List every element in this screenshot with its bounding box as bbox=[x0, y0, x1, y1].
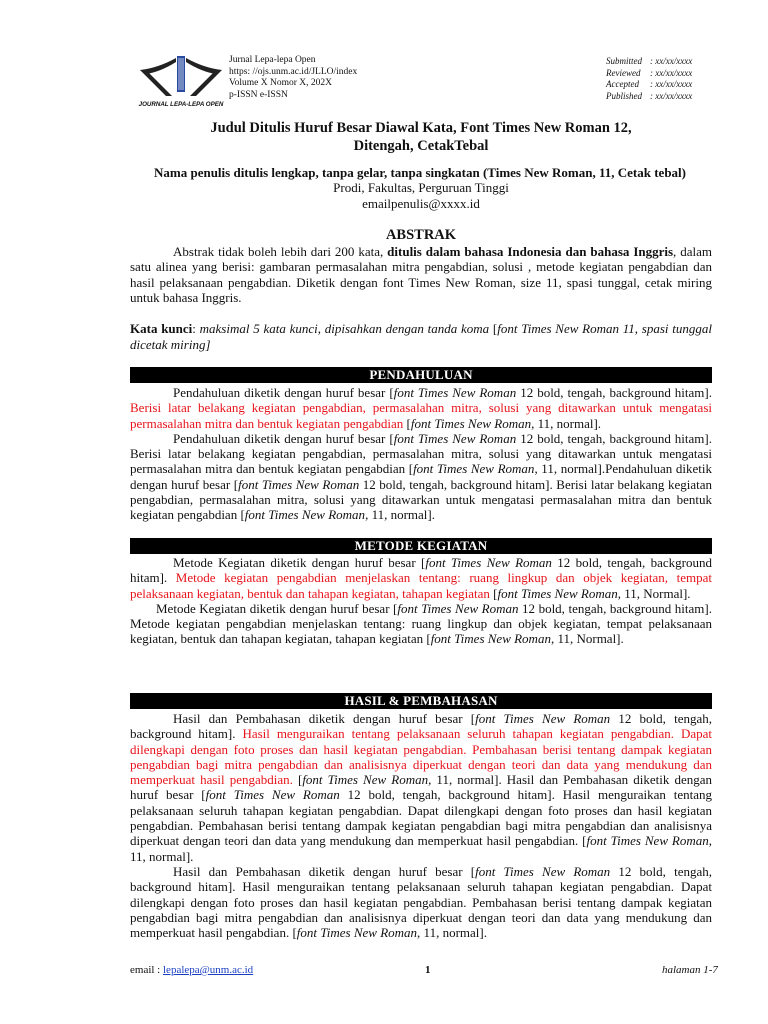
submitted-label: Submitted bbox=[606, 56, 642, 66]
abstract-text: , dalam satu alinea yang berisi: gambaran permasalahan mitra pengabdian, solusi , metode kegiatan pengabdian dan hasil pelaksanaan pengabdian. Diketik dengan font Times New Roman, size 11, spasi tunggal, cetak miring untuk bahasa Inggris. bbox=[130, 244, 712, 305]
paper-title bbox=[130, 119, 712, 155]
journal-info bbox=[229, 55, 357, 101]
journal-url: https: //ojs.unm.ac.id/JLLO/index bbox=[229, 66, 358, 77]
paragraph: Hasil dan Pembahasan diketik dengan huruf besar [font Times New Roman 12 bold, tengah, background hitam]. Hasil menguraikan tentang pelaksanaan seluruh tahapan kegiatan pengabdian. Dapat dilengkapi dengan foto proses dan hasil kegiatan pengabdian. Pembahasan berisi tentang dampak kegiatan pengabdian bagi mitra pengabdian dan analisisnya diperkuat dengan teori dan data yang mendukung dan memperkuat hasil pengabdian. [font Times New Roman, 11, normal]. Hasil dan Pembahasan diketik dengan huruf besar [font Times New Roman 12 bold, tengah, background hitam]. Hasil menguraikan tentang pelaksanaan seluruh tahapan kegiatan pengabdian. Dapat dilengkapi dengan foto proses dan hasil kegiatan pengabdian. Pembahasan berisi tentang dampak kegiatan pengabdian bagi mitra pengabdian dan analisisnya diperkuat dengan teori dan data yang mendukung dan memperkuat hasil pengabdian. [font Times New Roman, 11, normal]. bbox=[130, 711, 712, 864]
section-heading-pendahuluan: PENDAHULUAN bbox=[130, 367, 712, 383]
author-name: Nama penulis ditulis lengkap, tanpa gelar, tanpa singkatan (Times New Roman, 11, Cetak tebal) bbox=[154, 165, 686, 180]
section-body-hasil bbox=[130, 711, 712, 940]
keywords-text: [ bbox=[489, 321, 498, 336]
keywords-text: : bbox=[192, 321, 200, 336]
reviewed-value: : xx/xx/xxxx bbox=[650, 67, 693, 78]
accepted-value: : xx/xx/xxxx bbox=[650, 79, 693, 89]
published-label: Published bbox=[606, 90, 642, 101]
title-line-2: Ditengah, CetakTebal bbox=[353, 138, 489, 154]
accepted-label: Accepted bbox=[606, 79, 639, 89]
abstract-text: Abstrak tidak boleh lebih dari 200 kata, bbox=[173, 244, 388, 259]
affiliation-block bbox=[130, 180, 712, 212]
page-number: 1 bbox=[425, 964, 431, 976]
keywords-label: Kata kunci bbox=[130, 321, 193, 336]
journal-issn: p-ISSN e-ISSN bbox=[229, 89, 288, 100]
abstract-bold: ditulis dalam bahasa Indonesia dan bahasa Inggris bbox=[387, 244, 674, 259]
footer-email-link[interactable]: lepalepa@unm.ac.id bbox=[163, 964, 254, 976]
affiliation: Prodi, Fakultas, Perguruan Tinggi bbox=[333, 180, 509, 195]
paragraph: Metode Kegiatan diketik dengan huruf besar [font Times New Roman 12 bold, tengah, background hitam]. Metode kegiatan pengabdian menjelaskan tentang: ruang lingkup dan objek kegiatan, tempat pelaksanaan kegiatan, bentuk dan tahapan kegiatan, tahapan kegiatan [font Times New Roman, 11, Normal]. bbox=[130, 555, 712, 601]
paragraph: Metode Kegiatan diketik dengan huruf besar [font Times New Roman 12 bold, tengah, background hitam]. Metode kegiatan pengabdian menjelaskan tentang: ruang lingkup dan objek kegiatan, tempat pelaksanaan kegiatan, bentuk dan tahapan kegiatan, tahapan kegiatan [font Times New Roman, 11, Normal]. bbox=[130, 600, 712, 647]
page-range: halaman 1-7 bbox=[662, 964, 718, 976]
section-body-pendahuluan bbox=[130, 385, 712, 523]
title-line-1: Judul Ditulis Huruf Besar Diawal Kata, Font Times New Roman 12, bbox=[210, 120, 632, 136]
paragraph: Hasil dan Pembahasan diketik dengan huruf besar [font Times New Roman 12 bold, tengah, background hitam]. Hasil menguraikan tentang pelaksanaan seluruh tahapan kegiatan pengabdian. Dapat dilengkapi dengan foto proses dan hasil kegiatan pengabdian. Pembahasan berisi tentang dampak kegiatan pengabdian bagi mitra pengabdian dan analisisnya diperkuat dengan teori dan data yang mendukung dan memperkuat hasil pengabdian. [font Times New Roman, 11, normal]. bbox=[130, 863, 712, 941]
section-body-metode bbox=[130, 555, 712, 647]
published-value: : xx/xx/xxxx bbox=[650, 90, 693, 101]
submission-dates bbox=[606, 56, 692, 102]
reviewed-label: Reviewed bbox=[606, 67, 641, 78]
author-email: emailpenulis@xxxx.id bbox=[362, 196, 480, 211]
journal-logo bbox=[136, 52, 226, 110]
paragraph: Pendahuluan diketik dengan huruf besar [font Times New Roman 12 bold, tengah, background hitam]. Berisi latar belakang kegiatan pengabdian, permasalahan mitra, solusi yang ditawarkan untuk mengatasi permasalahan mitra dan bentuk kegiatan pengabdian [font Times New Roman, 11, normal]. bbox=[130, 385, 712, 431]
keywords-italic: maksimal 5 kata kunci, dipisahkan dengan tanda koma bbox=[199, 321, 490, 336]
section-heading-metode: METODE KEGIATAN bbox=[130, 538, 712, 554]
logo-wordmark: JOURNAL LEPA-LEPA OPEN bbox=[138, 101, 224, 108]
footer-email-label: email : bbox=[130, 964, 163, 976]
abstract-heading: ABSTRAK bbox=[385, 227, 457, 243]
keywords bbox=[130, 321, 712, 353]
keywords-italic: font Times New Roman 11, spasi tunggal dicetak miring] bbox=[130, 321, 712, 352]
abstract-body bbox=[130, 244, 712, 305]
section-heading-hasil: HASIL & PEMBAHASAN bbox=[130, 693, 712, 709]
submitted-value: : xx/xx/xxxx bbox=[650, 56, 693, 66]
footer-email bbox=[130, 964, 253, 976]
paragraph: Pendahuluan diketik dengan huruf besar [font Times New Roman 12 bold, tengah, background hitam]. Berisi latar belakang kegiatan pengabdian, permasalahan mitra, solusi yang ditawarkan untuk mengatasi permasalahan mitra dan bentuk kegiatan pengabdian [font Times New Roman, 11, normal].Pendahuluan diketik dengan huruf besar [font Times New Roman 12 bold, tengah, background hitam]. Berisi latar belakang kegiatan pengabdian, permasalahan mitra, solusi yang ditawarkan untuk mengatasi permasalahan mitra dan bentuk kegiatan pengabdian [font Times New Roman, 11, normal]. bbox=[130, 430, 712, 523]
journal-name: Jurnal Lepa-lepa Open bbox=[229, 55, 316, 65]
journal-volume: Volume X Nomor X, 202X bbox=[229, 78, 333, 88]
